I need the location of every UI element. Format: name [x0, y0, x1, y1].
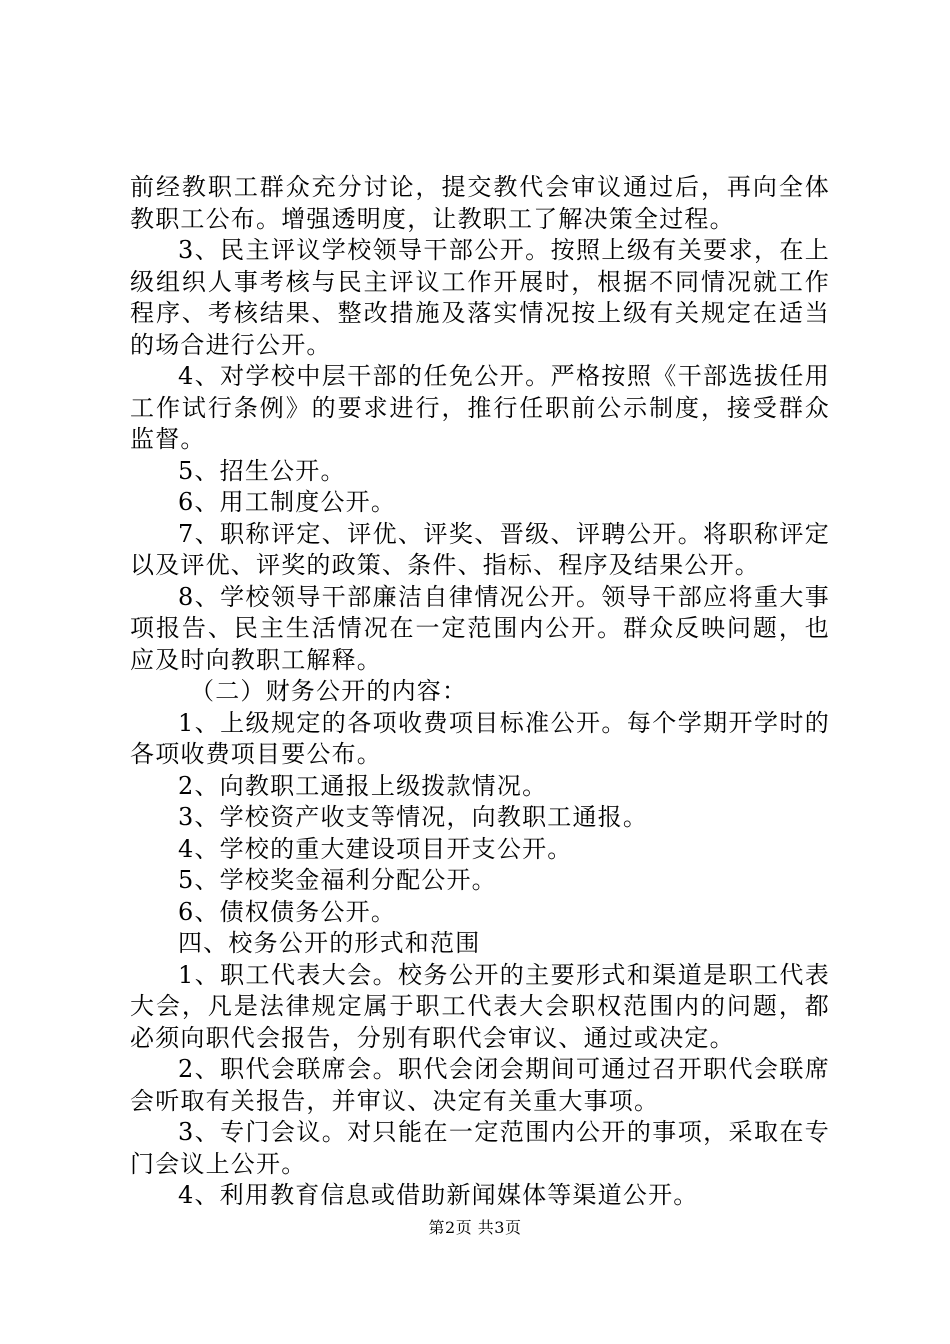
- paragraph-continuation: 前经教职工群众充分讨论，提交教代会审议通过后，再向全体教职工公布。增强透明度，让教职工了解决策全过程。: [130, 173, 830, 233]
- forms-item-4: 4、利用教育信息或借助新闻媒体等渠道公开。: [178, 1181, 699, 1209]
- paragraph-item-3: 3、民主评议学校领导干部公开。按照上级有关要求，在上级组织人事考核与民主评议工作开展时，根据不同情况就工作程序、考核结果、整改措施及落实情况按上级有关规定在适当的场合进行公开。: [130, 236, 830, 359]
- forms-item-1: 1、职工代表大会。校务公开的主要形式和渠道是职工代表大会，凡是法律规定属于职工代表大会职权范围内的问题，都必须向职代会报告，分别有职代会审议、通过或决定。: [130, 960, 830, 1052]
- finance-item-3: 3、学校资产收支等情况，向教职工通报。: [178, 803, 649, 831]
- section-heading-forms: 四、校务公开的形式和范围: [178, 929, 481, 957]
- forms-item-2: 2、职代会联席会。职代会闭会期间可通过召开职代会联席会听取有关报告，并审议、决定有关重大事项。: [130, 1055, 830, 1115]
- finance-item-2: 2、向教职工通报上级拨款情况。: [178, 771, 548, 800]
- paragraph-item-8: 8、学校领导干部廉洁自律情况公开。领导干部应将重大事项报告、民主生活情况在一定范围内公开。群众反映问题，也应及时向教职工解释。: [130, 582, 830, 674]
- forms-item-3: 3、专门会议。对只能在一定范围内公开的事项，采取在专门会议上公开。: [130, 1118, 830, 1178]
- section-heading-finance: （二）财务公开的内容：: [190, 677, 468, 705]
- paragraph-item-4: 4、对学校中层干部的任免公开。严格按照《干部选拔任用工作试行条例》的要求进行，推行任职前公示制度，接受群众监督。: [130, 362, 830, 453]
- finance-item-6: 6、债权债务公开。: [178, 897, 397, 926]
- document-body: [130, 172, 830, 1212]
- finance-item-4: 4、学校的重大建设项目开支公开。: [178, 834, 573, 863]
- paragraph-item-7: 7、职称评定、评优、评奖、晋级、评聘公开。将职称评定以及评优、评奖的政策、条件、指标、程序及结果公开。: [130, 519, 830, 579]
- page-footer: 第2页 共3页: [428, 1218, 522, 1237]
- finance-item-5: 5、学校奖金福利分配公开。: [178, 866, 497, 894]
- finance-item-1: 1、上级规定的各项收费项目标准公开。每个学期开学时的各项收费项目要公布。: [130, 708, 830, 768]
- paragraph-item-5: 5、招生公开。: [178, 456, 346, 485]
- paragraph-item-6: 6、用工制度公开。: [178, 488, 397, 516]
